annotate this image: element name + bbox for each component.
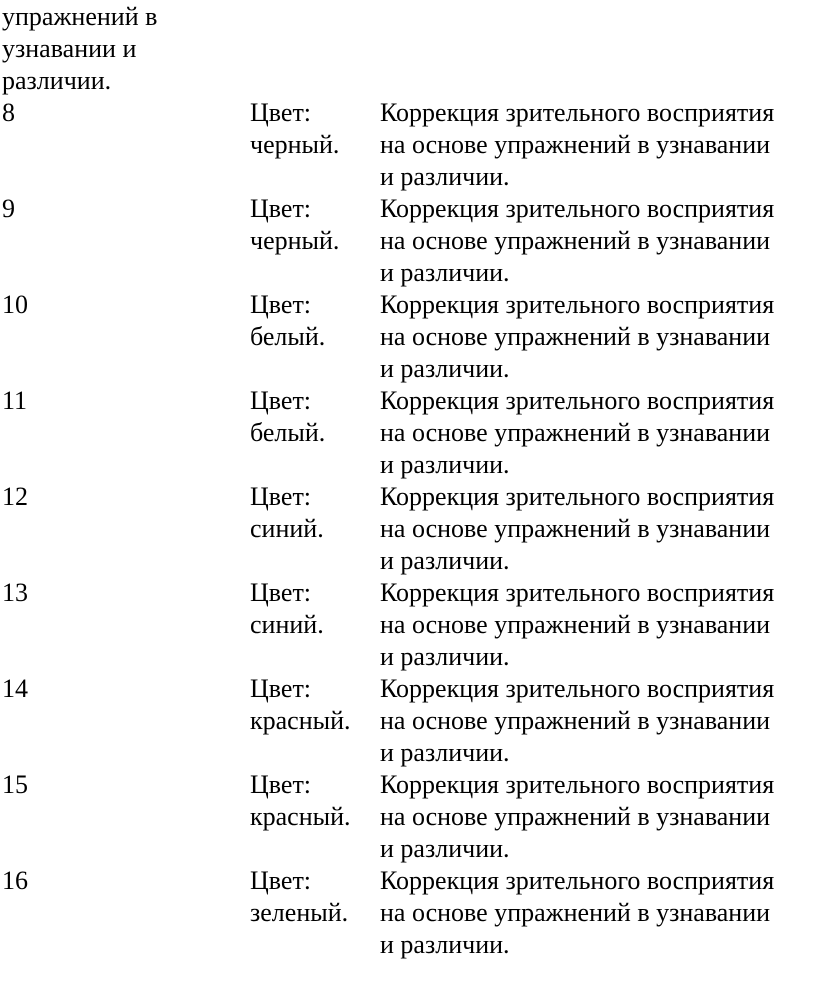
description-line: Коррекция зрительного восприятия — [380, 578, 775, 607]
row-number: 12 — [2, 482, 28, 511]
table-row — [0, 385, 816, 481]
table-row — [0, 577, 816, 673]
table-row — [0, 673, 816, 769]
color-value: красный. — [250, 706, 351, 735]
row-number: 10 — [2, 290, 28, 319]
row-color-cell — [250, 673, 375, 737]
description-line: и различии. — [380, 642, 510, 671]
description-line: Коррекция зрительного восприятия — [380, 866, 775, 895]
color-value: белый. — [250, 418, 326, 447]
row-color-cell — [250, 769, 375, 833]
row-description — [380, 481, 810, 577]
description-line: и различии. — [380, 738, 510, 767]
description-line: Коррекция зрительного восприятия — [380, 770, 775, 799]
description-line: и различии. — [380, 162, 510, 191]
row-number: 11 — [2, 386, 28, 415]
description-line: на основе упражнений в узнавании — [380, 898, 771, 927]
table-row — [0, 97, 816, 193]
color-label: Цвет: — [250, 866, 312, 895]
table-row — [0, 481, 816, 577]
color-label: Цвет: — [250, 194, 312, 223]
color-label: Цвет: — [250, 98, 312, 127]
row-description — [380, 385, 810, 481]
description-line: на основе упражнений в узнавании — [380, 130, 771, 159]
description-line: и различии. — [380, 258, 510, 287]
color-label: Цвет: — [250, 386, 312, 415]
color-label: Цвет: — [250, 578, 312, 607]
table-row — [0, 865, 816, 961]
row-color-cell — [250, 193, 375, 257]
color-label: Цвет: — [250, 290, 312, 319]
description-line: Коррекция зрительного восприятия — [380, 194, 775, 223]
color-value: синий. — [250, 514, 324, 543]
description-line: на основе упражнений в узнавании — [380, 514, 771, 543]
row-description — [380, 673, 810, 769]
color-value: белый. — [250, 322, 326, 351]
table-row — [0, 193, 816, 289]
row-description — [380, 577, 810, 673]
row-description — [380, 769, 810, 865]
description-line: Коррекция зрительного восприятия — [380, 482, 775, 511]
color-value: красный. — [250, 802, 351, 831]
intro-line: упражнений в — [2, 2, 158, 31]
row-number: 15 — [2, 770, 28, 799]
row-description — [380, 97, 810, 193]
description-line: и различии. — [380, 930, 510, 959]
description-line: на основе упражнений в узнавании — [380, 226, 771, 255]
row-number: 9 — [2, 194, 15, 223]
color-label: Цвет: — [250, 482, 312, 511]
table-body — [0, 97, 816, 961]
previous-row-description-continuation — [2, 1, 242, 97]
color-label: Цвет: — [250, 770, 312, 799]
intro-line: различии. — [2, 66, 112, 95]
row-color-cell — [250, 865, 375, 929]
row-number: 14 — [2, 674, 28, 703]
description-line: на основе упражнений в узнавании — [380, 610, 771, 639]
color-label: Цвет: — [250, 674, 312, 703]
description-line: на основе упражнений в узнавании — [380, 802, 771, 831]
description-line: на основе упражнений в узнавании — [380, 706, 771, 735]
row-color-cell — [250, 97, 375, 161]
description-line: и различии. — [380, 450, 510, 479]
row-number: 13 — [2, 578, 28, 607]
row-color-cell — [250, 577, 375, 641]
color-value: черный. — [250, 226, 340, 255]
description-line: на основе упражнений в узнавании — [380, 322, 771, 351]
description-line: и различии. — [380, 354, 510, 383]
row-color-cell — [250, 481, 375, 545]
description-line: Коррекция зрительного восприятия — [380, 98, 775, 127]
description-line: и различии. — [380, 834, 510, 863]
color-value: черный. — [250, 130, 340, 159]
description-line: на основе упражнений в узнавании — [380, 418, 771, 447]
table-row — [0, 289, 816, 385]
description-line: Коррекция зрительного восприятия — [380, 386, 775, 415]
row-description — [380, 865, 810, 961]
description-line: и различии. — [380, 546, 510, 575]
color-value: синий. — [250, 610, 324, 639]
table-row — [0, 769, 816, 865]
color-value: зеленый. — [250, 898, 349, 927]
row-number: 16 — [2, 866, 28, 895]
row-color-cell — [250, 289, 375, 353]
intro-line: узнавании и — [2, 34, 137, 63]
row-color-cell — [250, 385, 375, 449]
description-line: Коррекция зрительного восприятия — [380, 290, 775, 319]
row-number: 8 — [2, 98, 15, 127]
row-description — [380, 289, 810, 385]
row-description — [380, 193, 810, 289]
description-line: Коррекция зрительного восприятия — [380, 674, 775, 703]
